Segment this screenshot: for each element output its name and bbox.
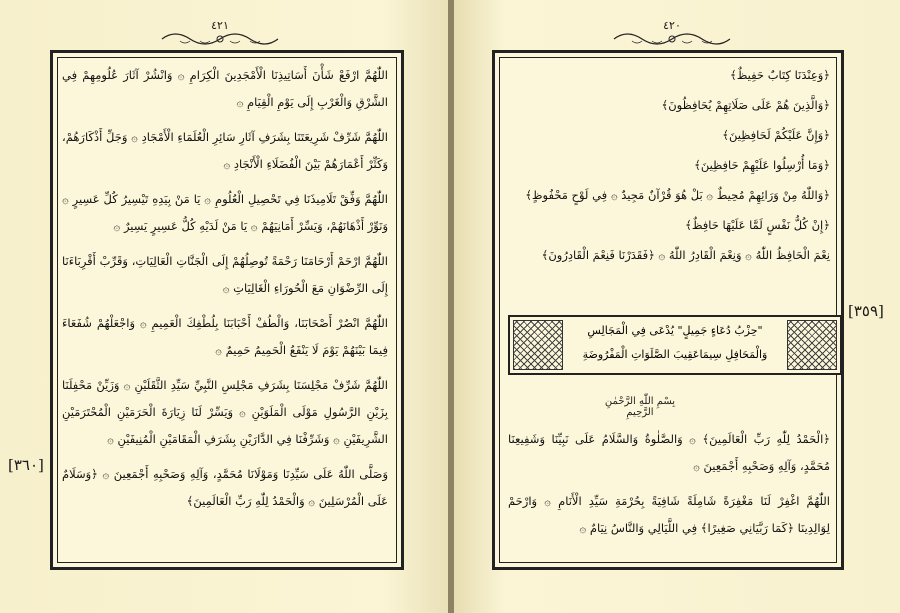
verse-line: ﴿وَإِنَّ عَلَيْكُمْ لَحَافِظِينَ﴾: [722, 128, 830, 142]
basmala-calligraphy: بِسْمِ اللّٰهِ الرَّحْمٰنِ الرَّحِيمِ: [604, 396, 676, 418]
page-number-top: ٤٢٠: [663, 19, 681, 32]
verse-line: ﴿وَالَّذِينَ هُمْ عَلَى صَلَاتِهِمْ يُحَافِظُونَ﴾: [661, 98, 830, 112]
left-page-body: [62, 62, 388, 523]
left-page-ornament: [160, 19, 280, 52]
page-number-top: ٤٢١: [211, 19, 229, 32]
prayer-paragraph: ﴿الْحَمْدُ لِلّٰهِ رَبِّ الْعَالَمِينَ﴾ ۞ وَالصَّلٰوةُ وَالسَّلَامُ عَلَى نَبِيِّنَا وَشَفِيعِنَا مُحَمَّدٍ، وَآلِهِ وَصَحْبِهِ أَجْمَعِينَ ۞: [508, 432, 830, 473]
book-gutter: [448, 0, 454, 613]
verse-line: ﴿وَاللّٰهُ مِنْ وَرَائِهِمْ مُحِيطٌ ۞ بَلْ هُوَ قُرْآنٌ مَجِيدٌ ۞ فِي لَوْحٍ مَحْفُوظٍ﴾: [525, 188, 830, 202]
side-page-number: [٣٥٩]: [848, 302, 884, 320]
prayer-paragraph: اللّٰهُمَّ وَفِّقْ تَلَامِيذَنَا فِي تَحْصِيلِ الْعُلُومِ ۞ يَا مَنْ بِيَدِهِ تَيْسِيرُ كُلِّ عَسِيرٍ ۞ وَنَوِّرْ أَذْهَانَهُمْ، وَيَسِّرْ أَمَانِيَهُمْ ۞ يَا مَنْ لَدَيْهِ كُلُّ عَسِيرٍ يَسِيرٌ ۞: [62, 192, 388, 233]
arabesque-ornament-icon: [787, 320, 837, 370]
section-title: "حِزْبُ دُعَاءٍ جَمِيلٍ" يُدْعَى فِي الْمَجَالِسِ وَالْمَحَافِلِ سِيمَاعَقِيبَ الصَّلَوَاتِ الْمَفْرُوضَةِ: [582, 324, 768, 361]
prayer-paragraph: اللّٰهُمَّ شَرِّفْ شَرِيعَتَنَا بِشَرَفِ آثَارِ سَائِرِ الْعُلَمَاءِ الْأَمْجَادِ ۞ وَجَلِّ أَذْكَارَهُمْ، وَكَثِّرْ أَعْمَارَهُمْ بَيْنَ الْفُضَلَاءِ الْأَنْجَادِ ۞: [62, 130, 388, 171]
section-title-banner: [508, 315, 842, 375]
prayer-paragraph: اللّٰهُمَّ انْصُرْ أَصْحَابَنَا، وَالْطُفْ أَحْبَابَنَا بِلُطْفِكَ الْعَمِيمِ ۞ وَاجْعَلْهُمْ شُفَعَاءَ فِيمَا بَيْنَهُمْ يَوْمَ لَا يَنْفَعُ الْحَمِيمُ حَمِيمٌ ۞: [62, 316, 388, 357]
prayer-paragraph: اللّٰهُمَّ شَرِّفْ مَجْلِسَنَا بِشَرَفِ مَجْلِسِ النَّبِيِّ سَيِّدِ الثَّقَلَيْنِ ۞ وَزَيِّنْ مَحْفِلَنَا بِزَيْنِ الرَّسُولِ مَوْلَى الْمَلَوَيْنِ ۞ وَيَسِّرْ لَنَا زِيَارَةَ الْحَرَمَيْنِ الْمُحْتَرَمَيْنِ الشَّرِيفَيْنِ ۞ وَشَرِّفْنَا فِي الدَّارَيْنِ بِشَرَفِ الْمَقَامَيْنِ الْمُنِيفَيْنِ ۞: [62, 378, 388, 446]
verse-line: ﴿وَعِنْدَنَا كِتَابٌ حَفِيظٌ﴾: [729, 68, 830, 82]
verse-line: نِعْمَ الْحَافِظُ اللّٰهُ ۞ وَنِعْمَ الْقَادِرُ اللّٰهُ ۞ ﴿فَقَدَرْنَا فَنِعْمَ الْقَادِرُونَ﴾: [541, 248, 830, 262]
right-page-ornament: [612, 19, 732, 52]
right-page-body: [508, 426, 830, 550]
prayer-paragraph: وَصَلَّى اللّٰهُ عَلَى سَيِّدِنَا وَمَوْلَانَا مُحَمَّدٍ، وَآلِهِ وَصَحْبِهِ أَجْمَعِينَ ۞ ﴿وَسَلَامٌ عَلَى الْمُرْسَلِينَ ۞ وَالْحَمْدُ لِلّٰهِ رَبِّ الْعَالَمِينَ﴾: [62, 467, 388, 508]
verse-list: [508, 60, 830, 270]
verse-line: ﴿إِنْ كُلُّ نَفْسٍ لَمَّا عَلَيْهَا حَافِظٌ﴾: [685, 218, 830, 232]
prayer-paragraph: اللّٰهُمَّ ارْفَعْ شَأْنَ أَسَاتِيذِنَا الْأَمْجَدِينَ الْكِرَامِ ۞ وَانْشُرْ آثَارَ عُلُومِهِمْ فِي الشَّرْقِ وَالْغَرْبِ إِلَى يَوْمِ الْقِيَامِ ۞: [62, 68, 388, 109]
prayer-paragraph: اللّٰهُمَّ ارْحَمْ أَرْحَامَنَا رَحْمَةً تُوصِلُهُمْ إِلَى الْجَنَّاتِ الْعَالِيَاتِ، وَقَرِّبْ أَقْرِبَاءَنَا إِلَى الرِّضْوَانِ مَعَ الْحُورَاءِ الْغَالِيَاتِ ۞: [62, 254, 388, 295]
prayer-paragraph: اللّٰهُمَّ اغْفِرْ لَنَا مَغْفِرَةً شَامِلَةً شَافِيَةً بِحُرْمَةِ سَيِّدِ الْأَنَامِ ۞ وَارْحَمْ لِوَالِدِينَا ﴿كَمَا رَبَّيَانِي صَغِيرًا﴾ فِي اللَّيَالِي وَالنَّاسُ نِيَامٌ ۞: [508, 494, 830, 535]
side-page-number: [٣٦٠]: [8, 456, 44, 474]
verse-line: ﴿وَمَا أُرْسِلُوا عَلَيْهِمْ حَافِظِينَ﴾: [694, 158, 830, 172]
arabesque-ornament-icon: [513, 320, 563, 370]
